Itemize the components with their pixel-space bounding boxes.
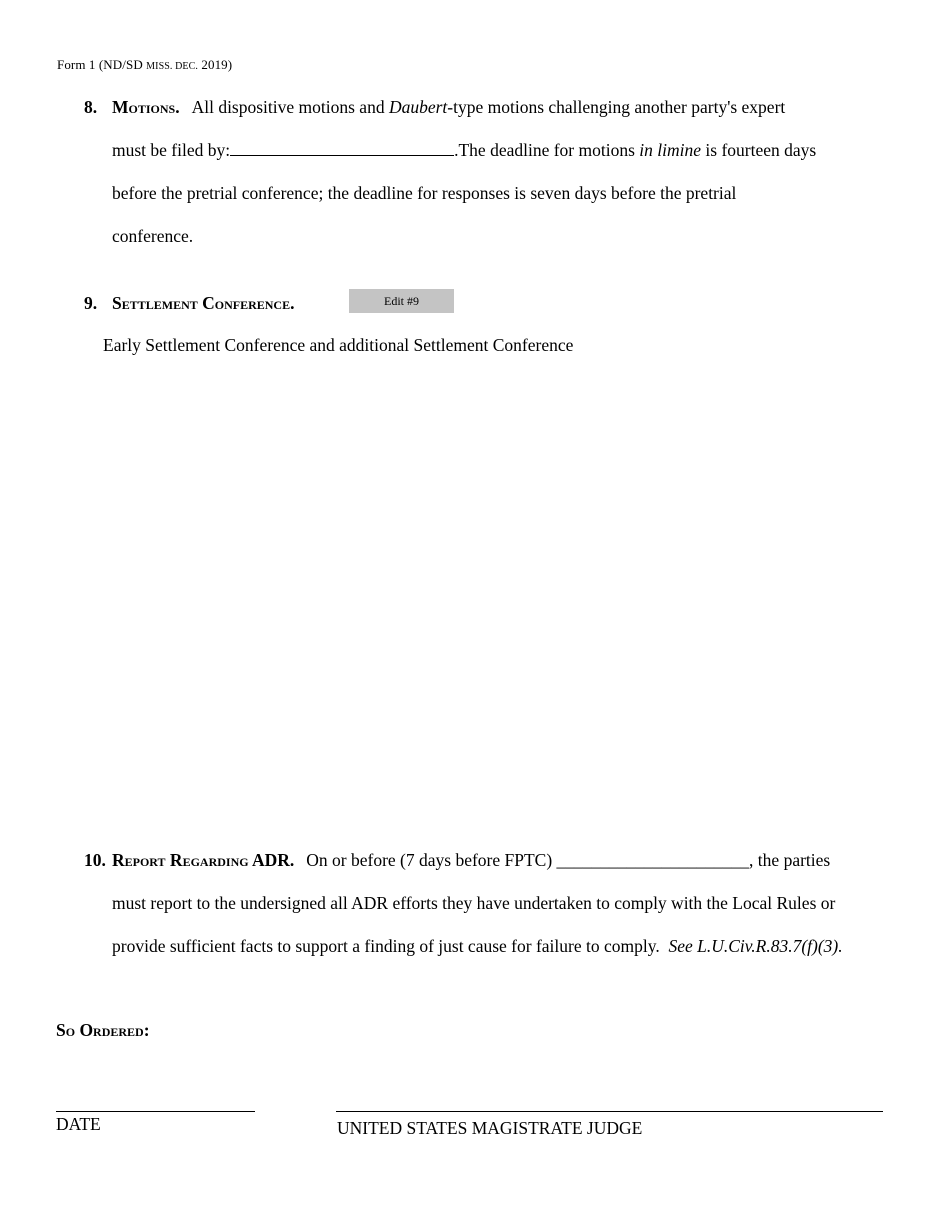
form-header-prefix: Form 1 (ND/SD — [57, 57, 147, 72]
adr-rule-citation: See L.U.Civ.R.83.7(f)(3). — [668, 936, 843, 956]
motions-text: -type motions challenging another party's expert — [447, 97, 786, 117]
section-motions — [84, 86, 914, 258]
adr-text: On or before (7 days before FPTC) ______________________, the parties — [306, 850, 831, 870]
motions-text: is fourteen days — [701, 140, 817, 160]
section-settlement — [84, 282, 914, 325]
so-ordered-heading: So Ordered: — [56, 1020, 150, 1040]
motions-daubert: Daubert — [388, 97, 448, 117]
judge-signature-line[interactable] — [336, 1111, 883, 1112]
motions-text: must be filed by: — [112, 140, 231, 160]
section-motions-line-4: conference. — [112, 226, 194, 246]
date-signature-line[interactable] — [56, 1111, 255, 1112]
section-number: 9. — [84, 293, 98, 313]
motions-in-limine: in limine — [639, 140, 702, 160]
edit-section-9-button[interactable]: Edit #9 — [349, 289, 454, 313]
motions-deadline-blank[interactable] — [230, 137, 454, 156]
section-title: Settlement Conference. — [112, 293, 295, 313]
section-motions-line-3: before the pretrial conference; the deadline for responses is seven days before the pretrial — [112, 183, 737, 203]
section-number: 10. — [84, 850, 106, 870]
date-label: DATE — [56, 1114, 101, 1134]
form-header — [57, 57, 232, 73]
motions-text: .The deadline for motions — [454, 140, 640, 160]
section-motions-line-2 — [84, 129, 914, 172]
adr-text: provide sufficient facts to support a finding of just cause for failure to comply. — [112, 936, 669, 956]
form-header-small: MISS. DEC. — [146, 61, 199, 72]
section-number: 8. — [84, 97, 98, 117]
judge-label: UNITED STATES MAGISTRATE JUDGE — [337, 1118, 643, 1138]
section-adr-line-1 — [84, 839, 924, 882]
section-adr-line-2: must report to the undersigned all ADR efforts they have undertaken to comply with the Local Rules or — [112, 893, 836, 913]
section-title: Motions. — [112, 97, 180, 117]
section-motions-line-1 — [84, 86, 914, 129]
form-header-suffix: 2019) — [198, 57, 233, 72]
settlement-conference-text: Early Settlement Conference and additional Settlement Conference — [103, 335, 574, 355]
motions-text: All dispositive motions and — [191, 97, 389, 117]
section-adr — [84, 839, 924, 968]
section-title: Report Regarding ADR. — [112, 850, 295, 870]
section-adr-line-3 — [84, 925, 924, 968]
